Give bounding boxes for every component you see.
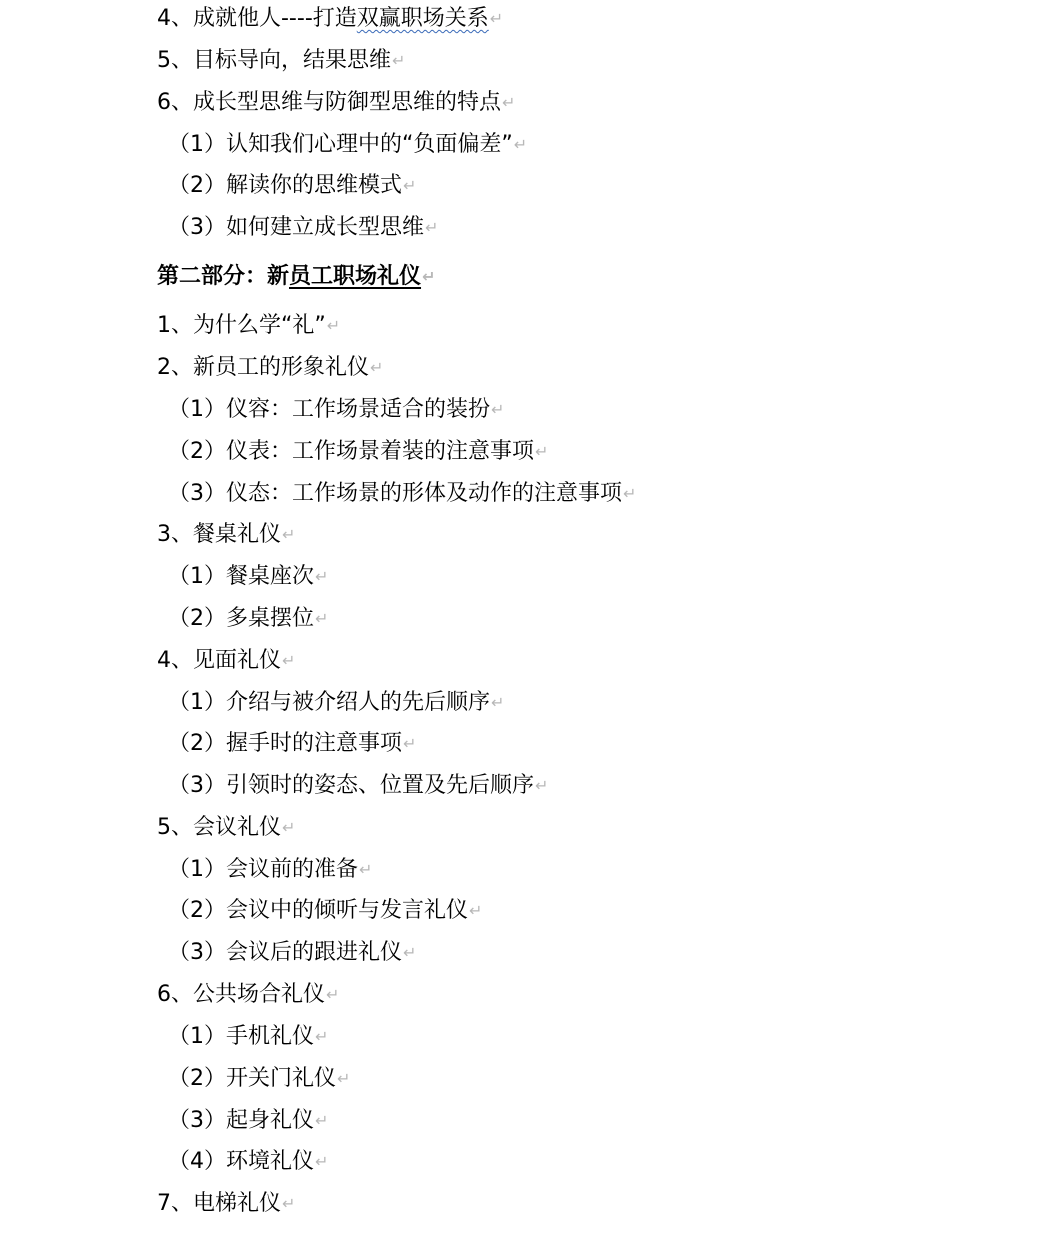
sub-list-item [168,896,482,926]
line-text: （1）认知我们心理中的“负面偏差” [168,132,513,157]
line-text: 5、目标导向，结果思维 [157,48,391,73]
line-text: （3）会议后的跟进礼仪 [168,940,402,965]
line-text: （2）仪表：工作场景着装的注意事项 [168,439,534,464]
sub-list-item [168,1022,328,1052]
paragraph-mark-icon: ↵ [326,316,341,335]
paragraph-mark-icon: ↵ [315,567,329,586]
paragraph-mark-icon: ↵ [422,267,436,286]
sub-list-item [168,1106,328,1136]
line-text: （1）仪容：工作场景适合的装扮 [168,397,490,422]
sub-list-item [168,1064,350,1094]
line-text: （4）环境礼仪 [168,1149,314,1174]
paragraph-mark-icon: ↵ [469,901,483,920]
line-text: （2）握手时的注意事项 [168,731,402,756]
sub-list-item [168,1147,328,1177]
paragraph-mark-icon: ↵ [315,1027,329,1046]
list-item [157,88,515,118]
line-text: （3）起身礼仪 [168,1108,314,1133]
list-item [157,311,340,341]
line-text: 5、会议礼仪 [157,815,281,840]
sub-list-item [168,938,416,968]
line-text: （1）手机礼仪 [168,1024,314,1049]
line-text: 4、成就他人----打造 [157,6,357,31]
line-text: （2）会议中的倾听与发言礼仪 [168,898,468,923]
paragraph-mark-icon: ↵ [425,218,439,237]
paragraph-mark-icon: ↵ [489,9,504,28]
line-text: 员工职场礼仪 [289,264,422,289]
list-item [157,1189,295,1219]
line-text: 4、见面礼仪 [157,648,281,673]
sub-list-item [168,479,636,509]
sub-list-item [168,771,548,801]
line-text: （3）引领时的姿态、位置及先后顺序 [168,773,534,798]
sub-list-item [168,130,527,160]
paragraph-mark-icon: ↵ [315,1152,329,1171]
paragraph-mark-icon: ↵ [513,135,528,154]
paragraph-mark-icon: ↵ [623,484,637,503]
paragraph-mark-icon: ↵ [326,985,340,1004]
paragraph-mark-icon: ↵ [282,651,296,670]
line-text: （3）仪态：工作场景的形体及动作的注意事项 [168,481,622,506]
line-text: （1）介绍与被介绍人的先后顺序 [168,690,490,715]
line-text: 2、新员工的形象礼仪 [157,355,369,380]
paragraph-mark-icon: ↵ [535,776,549,795]
sub-list-item [168,855,372,885]
paragraph-mark-icon: ↵ [315,609,329,628]
sub-list-item [168,395,504,425]
line-text: 7、电梯礼仪 [157,1191,281,1216]
paragraph-mark-icon: ↵ [359,860,373,879]
paragraph-mark-icon: ↵ [370,358,384,377]
paragraph-mark-icon: ↵ [337,1069,351,1088]
line-text: （2）多桌摆位 [168,606,314,631]
list-item [157,980,339,1010]
sub-list-item [168,213,438,243]
paragraph-mark-icon: ↵ [502,93,516,112]
line-text: 双赢职场关系 [356,6,489,31]
list-item [157,813,295,843]
sub-list-item [168,171,416,201]
sub-list-item [168,604,328,634]
line-text: 6、公共场合礼仪 [157,982,325,1007]
list-item [157,4,503,34]
list-item [157,46,405,76]
sub-list-item [168,562,328,592]
line-text: 第二部分：新 [157,264,290,289]
list-item [157,646,295,676]
paragraph-mark-icon: ↵ [403,176,417,195]
sub-list-item [168,437,548,467]
section-heading [157,262,435,292]
line-text: 3、餐桌礼仪 [157,522,281,547]
line-text: （2）开关门礼仪 [168,1066,336,1091]
line-text: （3）如何建立成长型思维 [168,215,424,240]
line-text: （2）解读你的思维模式 [168,173,402,198]
line-text: 1、为什么学“礼” [157,313,326,338]
paragraph-mark-icon: ↵ [403,943,417,962]
paragraph-mark-icon: ↵ [491,693,505,712]
paragraph-mark-icon: ↵ [282,1194,296,1213]
paragraph-mark-icon: ↵ [392,51,406,70]
paragraph-mark-icon: ↵ [403,734,417,753]
paragraph-mark-icon: ↵ [282,525,296,544]
sub-list-item [168,688,504,718]
list-item [157,520,295,550]
paragraph-mark-icon: ↵ [535,442,549,461]
line-text: （1）会议前的准备 [168,857,358,882]
sub-list-item [168,729,416,759]
paragraph-mark-icon: ↵ [491,400,505,419]
paragraph-mark-icon: ↵ [282,818,296,837]
line-text: （1）餐桌座次 [168,564,314,589]
paragraph-mark-icon: ↵ [315,1111,329,1130]
list-item [157,353,383,383]
line-text: 6、成长型思维与防御型思维的特点 [157,90,501,115]
